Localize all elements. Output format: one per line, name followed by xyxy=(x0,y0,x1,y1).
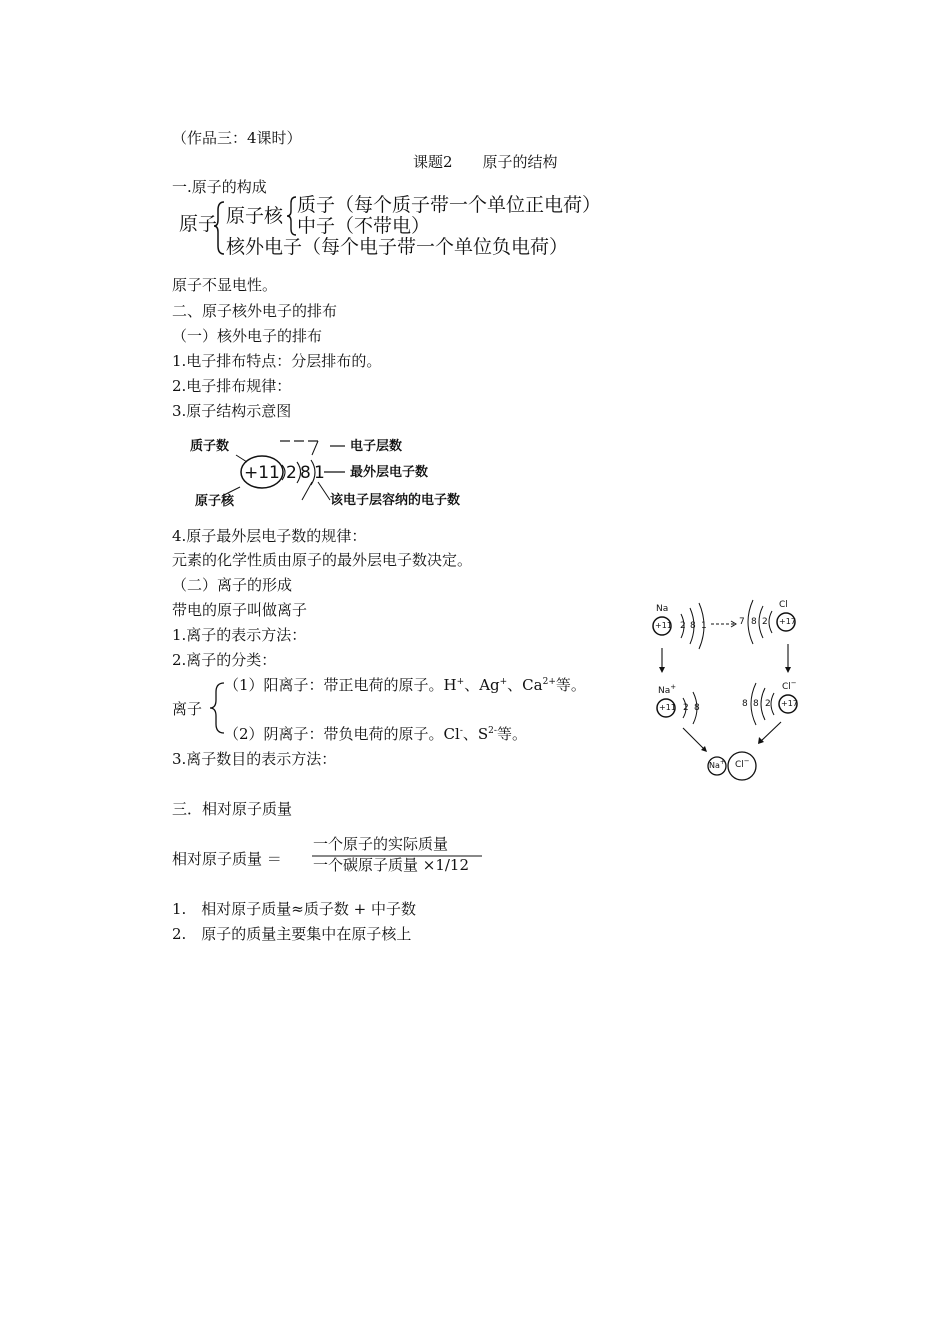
list-item: 1.离子的表示方法： xyxy=(172,626,307,644)
subsection-heading: （一）核外电子的排布 xyxy=(172,327,323,345)
na-nucleus: +11 xyxy=(655,621,672,630)
proton-label: 质子（每个质子带一个单位正电荷） xyxy=(297,194,602,216)
list-item: 2. 原子的质量主要集中在原子核上 xyxy=(172,925,412,943)
paragraph: 元素的化学性质由原子的最外层电子数决定。 xyxy=(172,551,473,569)
subsection-heading: （二）离子的形成 xyxy=(172,576,293,594)
cation-line: （1）阳离子：带正电荷的原子。H+、Ag+、$Ca^{2+}$等。 xyxy=(224,676,586,694)
section-heading: 三．相对原子质量 xyxy=(172,800,293,818)
list-item: 2.电子排布规律： xyxy=(172,377,292,395)
na-ion-symbol: Na+ xyxy=(658,683,677,696)
section-heading: 一.原子的构成 xyxy=(172,178,267,196)
shell-electrons: 1 xyxy=(701,621,707,631)
shell-electrons: 2 xyxy=(286,463,297,483)
nacl-na-ion: Na+ xyxy=(709,759,725,770)
shell-capacity-label: 该电子层容纳的电子数 xyxy=(330,493,461,508)
shell-count-label: 电子层数 xyxy=(350,439,403,454)
shell-electrons: 7 xyxy=(739,617,745,627)
formula-numerator: 一个原子的实际质量 xyxy=(313,835,449,853)
anion-line: （2）阴离子：带负电荷的原子。Cl-、$S^{2-}$等。 xyxy=(224,725,527,743)
section-heading: 二、原子核外电子的排布 xyxy=(172,302,338,320)
shell-electrons: 2 xyxy=(680,621,686,631)
list-item: 1.电子排布特点：分层排布的。 xyxy=(172,352,382,370)
na-symbol: Na xyxy=(656,604,669,614)
shell-electrons: 8 xyxy=(694,703,700,713)
neutral-note: 原子不显电性。 xyxy=(172,276,278,294)
na-ion-nucleus: +11 xyxy=(659,703,676,712)
list-item: 4.原子最外层电子数的规律： xyxy=(172,527,367,545)
page-title: 课题2 原子的结构 xyxy=(413,153,558,171)
header-note: （作品三：4课时） xyxy=(172,129,302,147)
shell-electrons: 8 xyxy=(753,699,759,709)
proton-number-label: 质子数 xyxy=(190,439,230,454)
paragraph: 带电的原子叫做离子 xyxy=(172,601,308,619)
cl-ion-symbol: Cl− xyxy=(782,679,797,692)
electron-label: 核外电子（每个电子带一个单位负电荷） xyxy=(226,236,569,258)
list-item: 1. 相对原子质量≈质子数 + 中子数 xyxy=(172,900,416,918)
cl-ion-nucleus: +17 xyxy=(781,699,798,708)
nucleus-label: 原子核 xyxy=(195,494,235,509)
formula-denominator: 一个碳原子质量 ×1/12 xyxy=(313,856,470,874)
outer-shell-label: 最外层电子数 xyxy=(350,465,429,480)
shell-electrons: 8 xyxy=(690,621,696,631)
shell-electrons: 8 xyxy=(751,617,757,627)
nacl-cl-ion: Cl− xyxy=(735,757,750,770)
ion-label: 离子 xyxy=(172,700,203,718)
neutron-label: 中子（不带电） xyxy=(297,215,431,237)
shell-electrons: 2 xyxy=(765,699,771,709)
cl-nucleus: +17 xyxy=(779,617,796,626)
nuclear-charge: +11 xyxy=(244,463,280,483)
shell-electrons: 2 xyxy=(762,617,768,627)
list-item: 2.离子的分类： xyxy=(172,651,277,669)
nucleus-label: 原子核 xyxy=(226,205,284,227)
shell-electrons: 1 xyxy=(314,463,325,483)
cl-symbol: Cl xyxy=(779,600,788,610)
atom-label: 原子 xyxy=(179,213,218,235)
shell-electrons: 8 xyxy=(300,463,311,483)
formula-lhs: 相对原子质量 ＝ xyxy=(172,850,282,868)
shell-electrons: 8 xyxy=(742,699,748,709)
shell-electrons: 2 xyxy=(683,703,689,713)
list-item: 3.离子数目的表示方法： xyxy=(172,750,337,768)
list-item: 3.原子结构示意图 xyxy=(172,402,292,420)
